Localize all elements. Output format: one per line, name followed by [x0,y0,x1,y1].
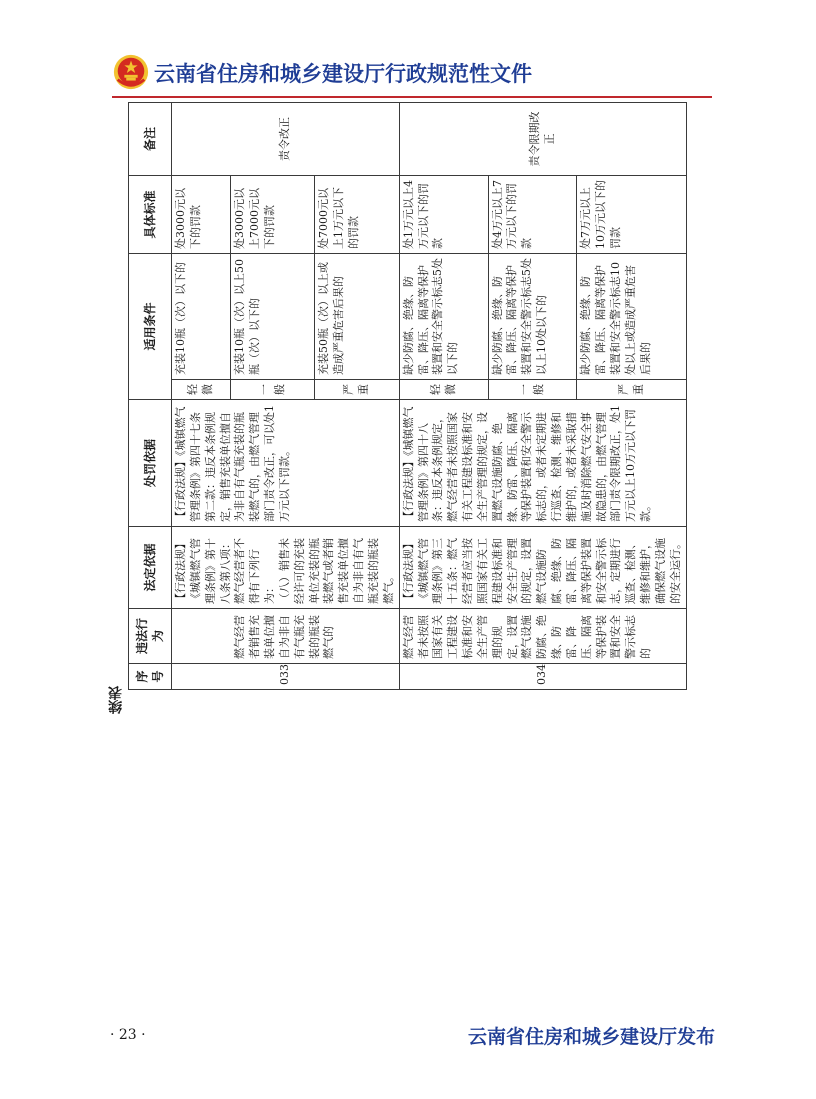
header-seq: 序号 [129,664,172,690]
level-condition: 缺少防腐、绝缘、防雷、降压、隔离等保护装置和安全警示标志5处以下的 [399,253,488,379]
level-label: 轻微 [399,380,488,400]
national-emblem-icon [112,53,150,91]
level-condition: 缺少防腐、绝缘、防雷、降压、隔离等保护装置和安全警示标志5处以上10处以下的 [488,253,577,379]
level-standard: 处3000元以下的罚款 [172,175,231,253]
row-legal: 【行政法规】《城镇燃气管理条例》第三十五条：燃气经营者应当按照国家有关工程建设标准和安全生产管理的规定，设置燃气设施防腐、绝缘、防雷、降压、隔离等保护装置和安全警示标志，定期进行巡查、检测、维修和维护，确保燃气设施的安全运行。 [399,527,686,609]
row-act: 燃气经营者销售充装单位擅自为非自有气瓶充装的瓶装燃气的 [172,609,400,664]
header-divider [112,96,712,98]
level-standard: 处7万元以上10万元以下的罚款 [577,175,686,253]
header-remark: 备注 [129,102,172,175]
continued-label: 续表 [108,686,124,714]
level-condition: 充装10瓶（次）以上50瓶（次）以下的 [231,253,315,379]
row-penalty: 【行政法规】《城镇燃气管理条例》第四十八条：违反本条例规定，燃气经营者未按照国家有关工程建设标准和安全生产管理的规定，设置燃气设施防腐、绝缘、防雷、降压、隔离等保护装置和安全警示标志的，或者未定期进行巡查、检测、维修和维护的，或者未采取措施及时消除燃气安全事故隐患的，由燃气管理部门责令限期改正，处1万元以上10万元以下罚款。 [399,400,686,527]
row-seq: 033 [172,664,400,690]
level-label: 严重 [577,380,686,400]
header-legal: 法定依据 [129,527,172,609]
level-condition: 充装50瓶（次）以上或造成严重危害后果的 [315,253,399,379]
header-standard: 具体标准 [129,175,172,253]
level-standard: 处4万元以上7万元以下的罚款 [488,175,577,253]
level-standard: 处7000元以上1万元以下的罚款 [315,175,399,253]
table-row [399,102,488,689]
page-number: · 23 · [110,1027,146,1043]
row-remark: 责令限期改正 [399,102,686,175]
header-penalty: 处罚依据 [129,400,172,527]
table-header-row [129,102,172,689]
level-label: 严重 [315,380,399,400]
level-label: 一般 [488,380,577,400]
row-seq: 034 [399,664,686,690]
row-act: 燃气经营者未按照国家有关工程建设标准和安全生产管理的规定，设置燃气设施防腐、绝缘、防雷、降压、隔离等保护装置和安全警示标志的 [399,609,686,664]
level-condition: 缺少防腐、绝缘、防雷、降压、隔离等保护装置和安全警示标志10处以上或造成严重危害后果的 [577,253,686,379]
document-header [112,53,712,93]
header-condition: 适用条件 [129,253,172,399]
table-stage [128,103,682,690]
level-standard: 处3000元以上7000元以下的罚款 [231,175,315,253]
penalty-table [128,102,687,690]
header-act: 违法行为 [129,609,172,664]
row-remark: 责令改正 [172,102,400,175]
level-label: 轻微 [172,380,231,400]
level-standard: 处1万元以上4万元以下的罚款 [399,175,488,253]
document-title: 云南省住房和城乡建设厅行政规范性文件 [154,62,532,86]
row-legal: 【行政法规】《城镇燃气管理条例》第十八条第八项：燃气经营者不得有下列行为： （八）销售未经许可的充装单位充装的瓶装燃气或者销售充装单位擅自为非自有气瓶充装的瓶装燃气。 [172,527,400,609]
publisher-label: 云南省住房和城乡建设厅发布 [468,1026,716,1048]
level-label: 一般 [231,380,315,400]
level-condition: 充装10瓶（次）以下的 [172,253,231,379]
rotated-table-wrapper [128,103,682,690]
row-penalty: 【行政法规】《城镇燃气管理条例》第四十七条第二款：违反本条例规定，销售充装单位擅自为非自有气瓶充装的瓶装燃气的，由燃气管理部门责令改正，可以处1万元以下罚款。 [172,400,400,527]
table-row [172,102,231,689]
